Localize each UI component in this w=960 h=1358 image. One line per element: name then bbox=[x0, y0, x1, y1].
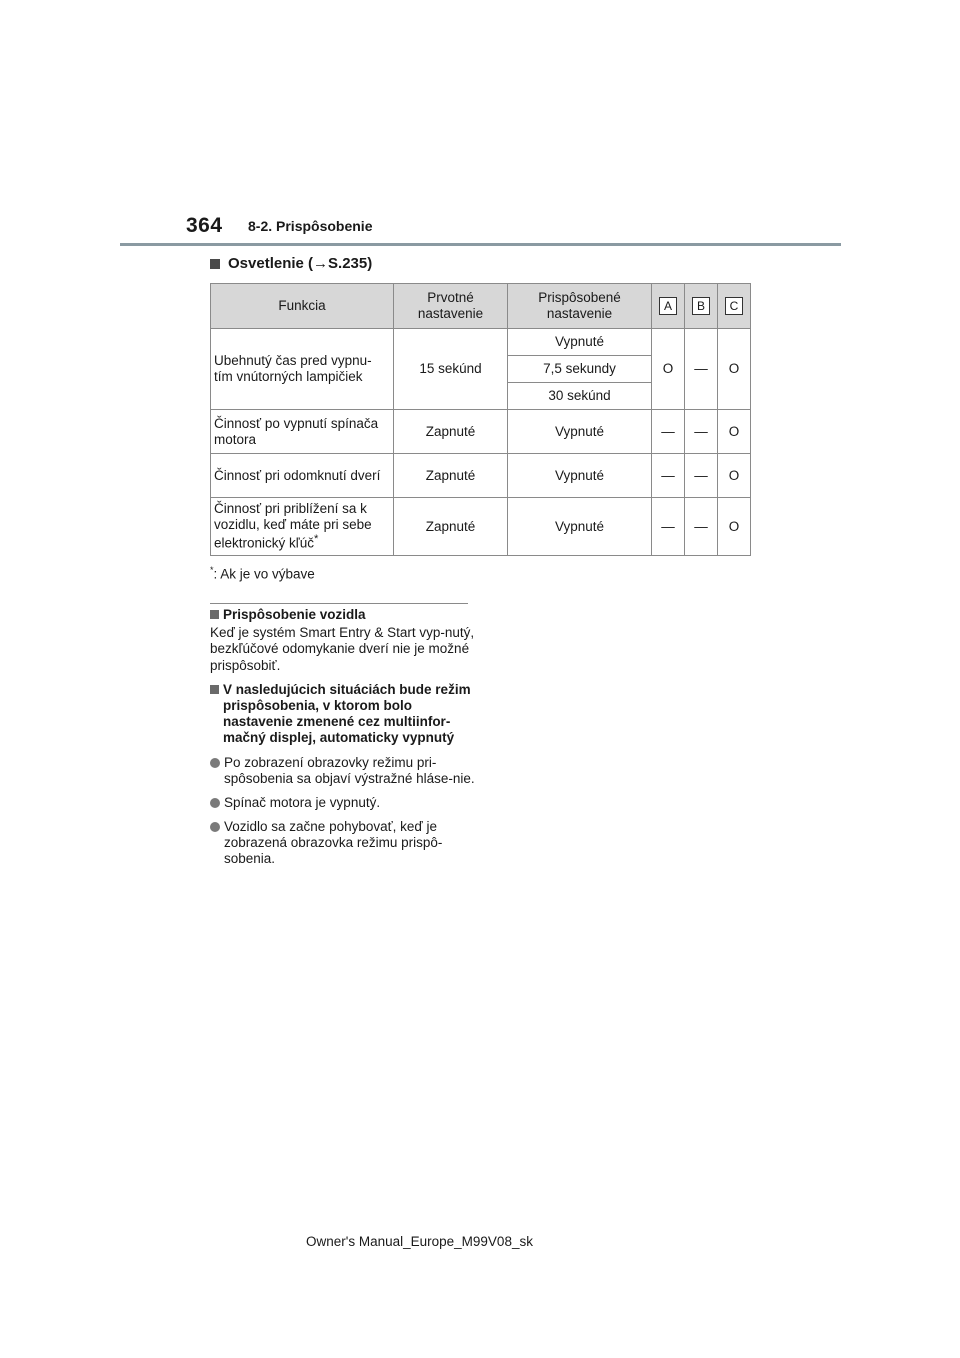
row1-function: Ubehnutý čas pred vypnu-tím vnútorných lampičiek bbox=[211, 329, 394, 410]
table-row bbox=[211, 329, 751, 356]
header-b bbox=[685, 284, 718, 329]
row2-a: — bbox=[652, 410, 685, 454]
bullet-2-text: Spínač motora je vypnutý. bbox=[224, 794, 381, 810]
footnote-text: : Ak je vo výbave bbox=[213, 566, 315, 582]
note1-title: Prispôsobenie vozidla bbox=[223, 607, 366, 622]
row4-asterisk: * bbox=[313, 533, 319, 546]
note1-text: Keď je systém Smart Entry & Start vyp-nutý, bezkľúčové odomykanie dverí nie je možné prispôsobiť. bbox=[210, 625, 475, 673]
row1-b: — bbox=[685, 329, 718, 410]
row1-a: O bbox=[652, 329, 685, 410]
row1-option-2: 7,5 sekundy bbox=[508, 356, 652, 383]
square-bullet-icon bbox=[210, 685, 219, 694]
row4-function-cell bbox=[211, 498, 394, 556]
row1-option-1: Vypnuté bbox=[508, 329, 652, 356]
letter-a-icon: A bbox=[659, 297, 677, 315]
bullet-3-text: Vozidlo sa začne pohybovať, keď je zobrazená obrazovka režimu prispô-sobenia. bbox=[224, 819, 443, 867]
note2-title: V nasledujúcich situáciách bude režim prispôsobenia, v ktorom bolo nastavenie zmenené cez multiinfor-mačný displej, automaticky vypnutý bbox=[223, 681, 471, 746]
row4-function: Činnosť pri priblížení sa k vozidlu, keď máte pri sebe elektronický kľúč bbox=[214, 501, 372, 551]
row2-function: Činnosť po vypnutí spínača motora bbox=[211, 410, 394, 454]
table-row bbox=[211, 454, 751, 498]
row4-initial: Zapnuté bbox=[394, 498, 508, 556]
header-divider bbox=[120, 243, 841, 246]
notes-divider bbox=[210, 603, 468, 604]
header-a bbox=[652, 284, 685, 329]
square-bullet-icon bbox=[210, 610, 219, 619]
letter-c-icon: C bbox=[725, 297, 743, 315]
header-funkcia: Funkcia bbox=[211, 284, 394, 329]
table-row bbox=[211, 410, 751, 454]
row4-custom: Vypnuté bbox=[508, 498, 652, 556]
row4-b: — bbox=[685, 498, 718, 556]
row2-custom: Vypnuté bbox=[508, 410, 652, 454]
table-footnote bbox=[210, 565, 315, 582]
section-heading bbox=[210, 255, 372, 272]
row3-c: O bbox=[718, 454, 751, 498]
row2-c: O bbox=[718, 410, 751, 454]
row3-function: Činnosť pri odomknutí dverí bbox=[211, 454, 394, 498]
header-prvotne: Prvotné nastavenie bbox=[394, 284, 508, 329]
list-item bbox=[210, 819, 480, 868]
row1-c: O bbox=[718, 329, 751, 410]
row4-c: O bbox=[718, 498, 751, 556]
header-prisposobene: Prispôsobené nastavenie bbox=[508, 284, 652, 329]
row4-a: — bbox=[652, 498, 685, 556]
list-item bbox=[210, 795, 480, 811]
row2-initial: Zapnuté bbox=[394, 410, 508, 454]
row3-b: — bbox=[685, 454, 718, 498]
bullet-dot-icon bbox=[210, 758, 220, 768]
table-header-row bbox=[211, 284, 751, 329]
bullet-1-text: Po zobrazení obrazovky režimu pri-spôsobenia sa objaví výstražné hláse-nie. bbox=[224, 754, 475, 786]
row1-option-3: 30 sekúnd bbox=[508, 383, 652, 410]
row2-b: — bbox=[685, 410, 718, 454]
row1-initial: 15 sekúnd bbox=[394, 329, 508, 410]
settings-table bbox=[210, 283, 751, 556]
letter-b-icon: B bbox=[692, 297, 710, 315]
table-row bbox=[211, 498, 751, 556]
header-c bbox=[718, 284, 751, 329]
bullet-dot-icon bbox=[210, 822, 220, 832]
section-title: 8-2. Prispôsobenie bbox=[248, 218, 373, 234]
row3-initial: Zapnuté bbox=[394, 454, 508, 498]
row3-a: — bbox=[652, 454, 685, 498]
note1-title-row bbox=[210, 607, 480, 623]
page-footer: Owner's Manual_Europe_M99V08_sk bbox=[306, 1234, 533, 1249]
note2-title-row bbox=[210, 682, 480, 747]
bullet-dot-icon bbox=[210, 798, 220, 808]
row3-custom: Vypnuté bbox=[508, 454, 652, 498]
notes-column bbox=[210, 607, 480, 876]
list-item bbox=[210, 755, 480, 787]
square-bullet-icon bbox=[210, 259, 220, 269]
footnote-mark: * bbox=[210, 565, 214, 575]
page-number: 364 bbox=[186, 214, 223, 237]
heading-text: Osvetlenie (→S.235) bbox=[228, 255, 373, 272]
